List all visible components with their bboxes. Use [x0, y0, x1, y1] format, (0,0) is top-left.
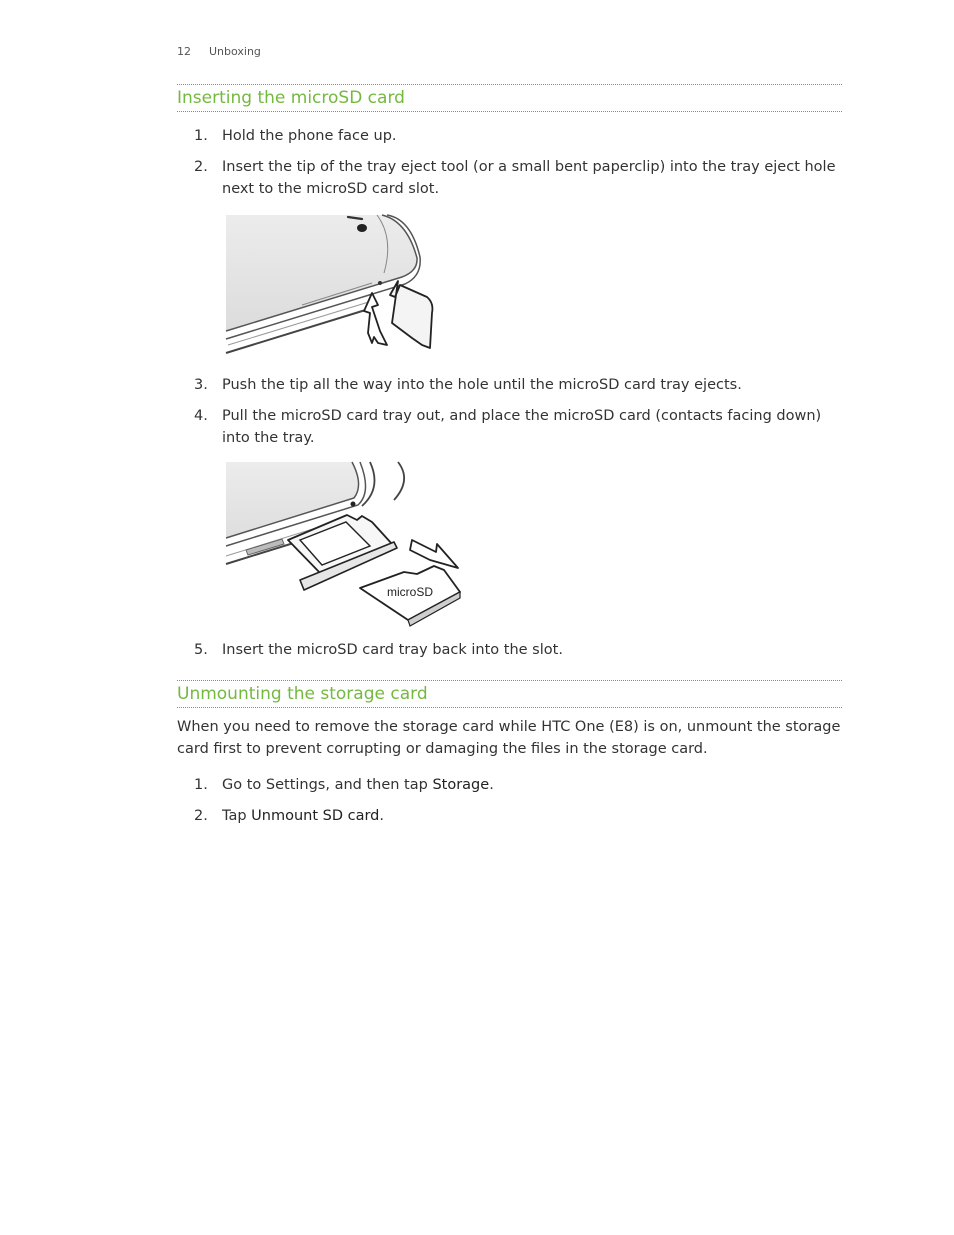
step-text [222, 805, 842, 827]
eject-hole-icon [378, 281, 382, 285]
section-title: Inserting the microSD card [177, 88, 405, 108]
step-number: 2. [194, 159, 208, 175]
step-number: 3. [194, 377, 208, 393]
step-number: 2. [194, 808, 208, 824]
insert-arrow-icon [410, 540, 458, 568]
microsd-card-label: microSD [387, 585, 434, 599]
section-intro: When you need to remove the storage card while HTC One (E8) is on, unmount the storage card first to prevent corrupting or damaging the files in the storage card. [177, 719, 841, 757]
chapter-name: Unboxing [209, 45, 261, 58]
eject-tool-illustration [222, 213, 442, 358]
section-title: Unmounting the storage card [177, 684, 428, 704]
eject-tool-icon [390, 281, 432, 348]
ui-term-unmount-sd-card: Unmount SD card [251, 808, 380, 824]
step-number: 1. [194, 777, 208, 793]
step-text: Insert the microSD card tray back into the slot. [222, 642, 563, 658]
step-text-after: . [379, 808, 384, 824]
section-heading-inserting [177, 84, 842, 112]
front-camera-icon [357, 224, 367, 232]
insert-arrow-icon [364, 293, 387, 345]
ui-term-storage: Storage [432, 777, 490, 793]
microsd-tray-illustration [222, 460, 472, 628]
step-text: Push the tip all the way into the hole until the microSD card tray ejects. [222, 377, 742, 393]
step-text-before: Tap [222, 808, 252, 824]
page-number: 12 [177, 45, 191, 58]
step-number: 5. [194, 642, 208, 658]
step-number: 1. [194, 128, 208, 144]
phone-body [226, 215, 417, 331]
step-text-after: . [489, 777, 494, 793]
step-text: Hold the phone face up. [222, 128, 397, 144]
page-header [177, 45, 261, 58]
eject-hole-icon [351, 502, 356, 507]
step-number: 4. [194, 408, 208, 424]
step-text: Insert the tip of the tray eject tool (or a small bent paperclip) into the tray eject hole next to the microSD card slot. [222, 159, 836, 197]
step-text [222, 774, 842, 796]
section-heading-unmounting [177, 680, 842, 708]
step-text: Pull the microSD card tray out, and place the microSD card (contacts facing down) into the tray. [222, 408, 822, 446]
step-text-before: Go to Settings, and then tap [222, 777, 433, 793]
